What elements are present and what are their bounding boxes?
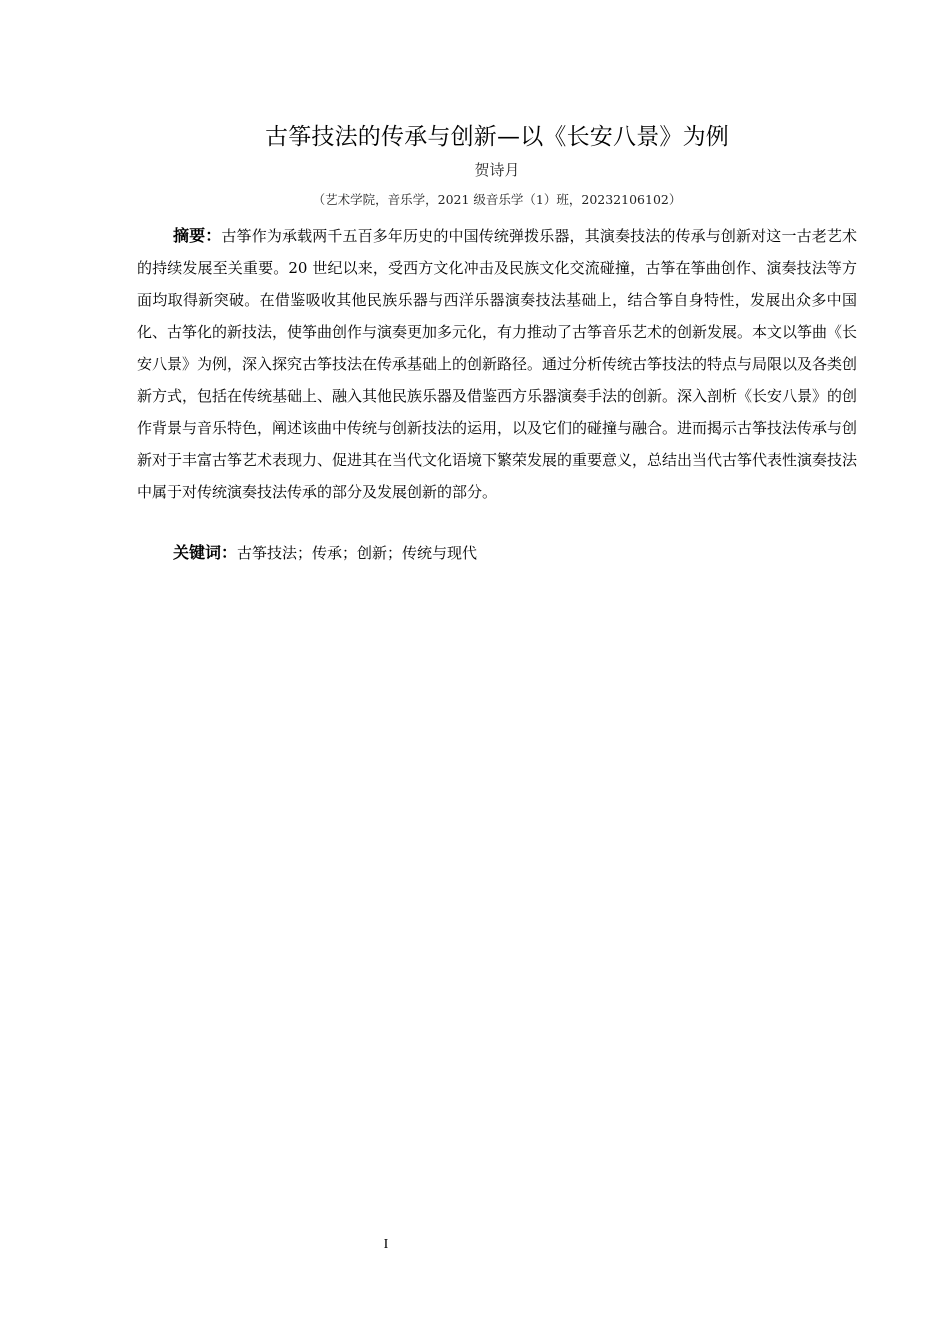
keywords-label: 关键词： bbox=[173, 543, 238, 562]
author-name: 贺诗月 bbox=[474, 161, 520, 179]
abstract-text: 古筝作为承载两千五百多年历史的中国传统弹拨乐器，其演奏技法的传承与创新对这一古老艺术的持续发展至关重要。20 世纪以来，受西方文化冲击及民族文化交流碰撞，古筝在筝曲创作、演奏技法等方面均取得新突破。在借鉴吸收其他民族乐器与西洋乐器演奏技法基础上，结合筝自身特性，发展出众多中国化、古筝化的新技法，使筝曲创作与演奏更加多元化，有力推动了古筝音乐艺术的创新发展。本文以筝曲《长安八景》为例，深入探究古筝技法在传承基础上的创新路径。通过分析传统古筝技法的特点与局限以及各类创新方式，包括在传统基础上、融入其他民族乐器及借鉴西方乐器演奏手法的创新。深入剖析《长安八景》的创作背景与音乐特色，阐述该曲中传统与创新技法的运用，以及它们的碰撞与融合。进而揭示古筝技法传承与创新对于丰富古筝艺术表现力、促进其在当代文化语境下繁荣发展的重要意义，总结出当代古筝代表性演奏技法中属于对传统演奏技法传承的部分及发展创新的部分。 bbox=[137, 227, 858, 501]
keywords-line bbox=[173, 537, 477, 569]
abstract-label: 摘要： bbox=[173, 226, 222, 245]
abstract-paragraph bbox=[137, 220, 857, 508]
author-affiliation: （艺术学院，音乐学，2021 级音乐学（1）班，20232106102） bbox=[312, 192, 682, 207]
paper-title: 古筝技法的传承与创新—以《长安八景》为例 bbox=[265, 124, 729, 150]
keywords-text: 古筝技法；传承；创新；传统与现代 bbox=[237, 544, 478, 562]
page-number: I bbox=[383, 1237, 389, 1252]
